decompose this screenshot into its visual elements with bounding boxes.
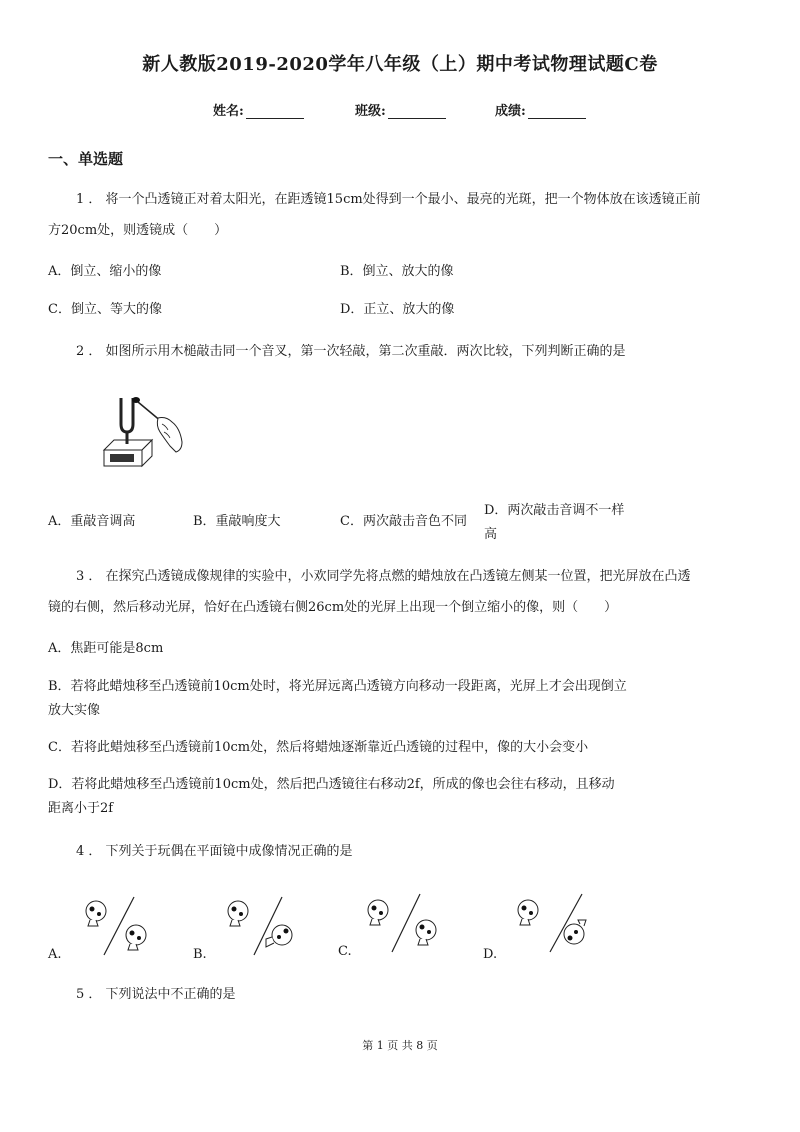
name-field bbox=[213, 100, 304, 119]
q4-figure-c bbox=[362, 890, 444, 956]
class-label: 班级: bbox=[355, 104, 386, 119]
q4-figure-d bbox=[508, 890, 590, 956]
q1-option-a[interactable]: A．倒立、缩小的像 bbox=[48, 264, 162, 279]
q4-option-c[interactable]: C. bbox=[338, 944, 352, 959]
q1-line1: 1 ． 将一个凸透镜正对着太阳光，在距透镜15cm处得到一个最小、最亮的光斑，把一个物体放在该透镜正前 bbox=[76, 192, 701, 207]
name-label: 姓名: bbox=[213, 104, 244, 119]
page-title: 新人教版2019-2020学年八年级（上）期中考试物理试题C卷 bbox=[142, 54, 658, 75]
page-footer: 第 1 页 共 8 页 bbox=[362, 1039, 438, 1052]
q3-line1: 3 ． 在探究凸透镜成像规律的实验中，小欢同学先将点燃的蜡烛放在凸透镜左侧某一位置，把光屏放在凸透 bbox=[76, 569, 691, 584]
score-label: 成绩: bbox=[495, 104, 526, 119]
section-title: 一、单选题 bbox=[48, 150, 124, 168]
q2-option-b[interactable]: B．重敲响度大 bbox=[193, 514, 281, 529]
q1-option-c[interactable]: C．倒立、等大的像 bbox=[48, 302, 162, 317]
q4-figure-b bbox=[220, 893, 302, 959]
q3-option-d[interactable]: D．若将此蜡烛移至凸透镜前10cm处，然后把凸透镜往右移动2f，所成的像也会往右移动，且移动距离小于2f bbox=[48, 777, 615, 816]
q1-option-b[interactable]: B．倒立、放大的像 bbox=[340, 264, 454, 279]
class-blank[interactable] bbox=[388, 106, 446, 119]
tuning-fork-figure bbox=[100, 388, 190, 470]
q4-option-a[interactable]: A. bbox=[48, 947, 62, 962]
q4-figure-a bbox=[76, 893, 158, 959]
q2-option-c[interactable]: C．两次敲击音色不同 bbox=[340, 514, 467, 529]
q3-option-c[interactable]: C．若将此蜡烛移至凸透镜前10cm处，然后将蜡烛逐渐靠近凸透镜的过程中，像的大小会变小 bbox=[48, 740, 589, 755]
q3-option-a[interactable]: A．焦距可能是8cm bbox=[48, 641, 164, 656]
q2-option-a[interactable]: A．重敲音调高 bbox=[48, 514, 136, 529]
q5-text: 5 ． 下列说法中不正确的是 bbox=[76, 987, 236, 1002]
q4-option-d[interactable]: D. bbox=[483, 947, 498, 962]
score-blank[interactable] bbox=[528, 106, 586, 119]
q3-option-b[interactable]: B．若将此蜡烛移至凸透镜前10cm处时，将光屏远离凸透镜方向移动一段距离，光屏上才会出现倒立放大实像 bbox=[48, 679, 627, 718]
q4-text: 4 ． 下列关于玩偶在平面镜中成像情况正确的是 bbox=[76, 844, 353, 859]
q2-text: 2 ． 如图所示用木槌敲击同一个音叉，第一次轻敲，第二次重敲．两次比较，下列判断正确的是 bbox=[76, 344, 626, 359]
q4-option-b[interactable]: B. bbox=[193, 947, 207, 962]
name-blank[interactable] bbox=[246, 106, 304, 119]
class-field bbox=[355, 100, 446, 119]
q1-line2: 方20cm处，则透镜成（ ） bbox=[48, 223, 228, 238]
q2-option-d[interactable]: D．两次敲击音调不一样高 bbox=[484, 503, 625, 542]
q3-line2: 镜的右侧，然后移动光屏，恰好在凸透镜右侧26cm处的光屏上出现一个倒立缩小的像，则（ ） bbox=[48, 600, 618, 615]
score-field bbox=[495, 100, 586, 119]
q1-option-d[interactable]: D．正立、放大的像 bbox=[340, 302, 455, 317]
